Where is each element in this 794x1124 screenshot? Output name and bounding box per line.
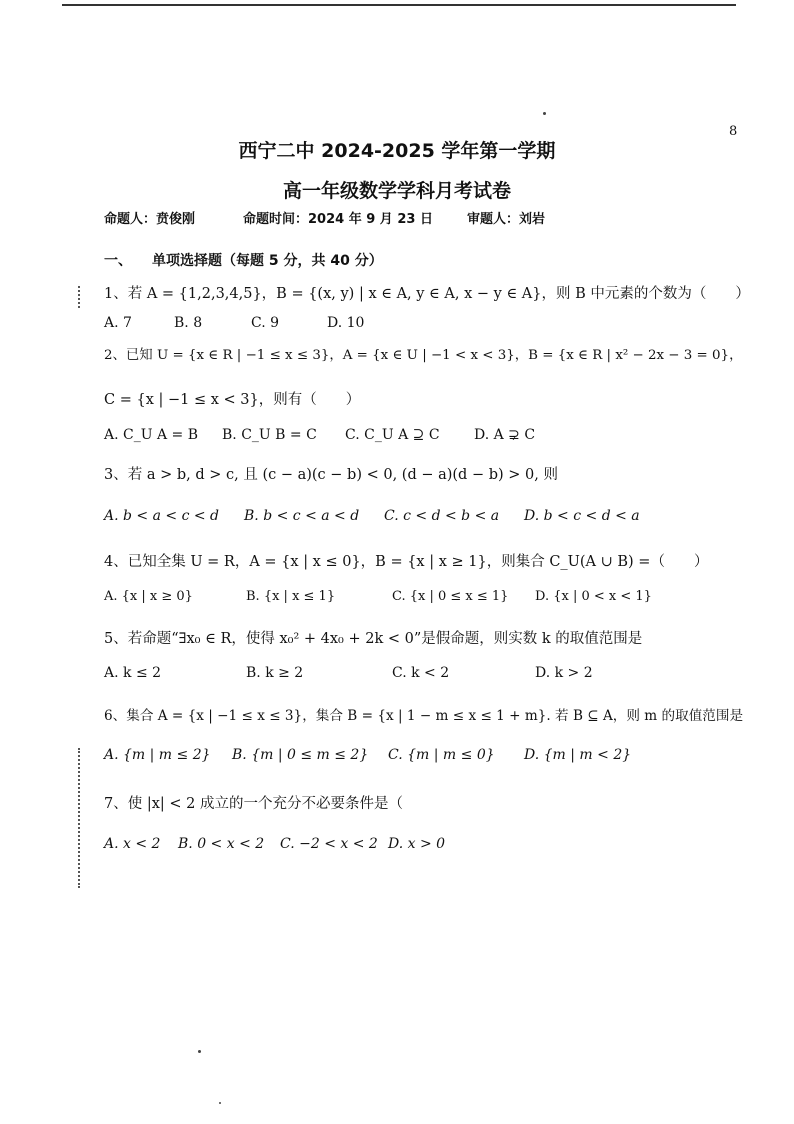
reviewer-line: 审题人：刘岩	[467, 212, 546, 227]
question-3-option-a: A. b < a < c < d	[104, 508, 220, 524]
question-2-option-d: D. A ⊋ C	[474, 427, 536, 443]
question-4-option-c: C. {x | 0 ≤ x ≤ 1}	[392, 589, 509, 604]
question-7-option-c: C. −2 < x < 2	[280, 836, 378, 852]
question-3-stem: 3、若 a > b, d > c, 且 (c − a)(c − b) < 0, (d − a)(d − b) > 0, 则	[104, 467, 558, 483]
section-title: 单项选择题（每题 5 分，共 40 分）	[152, 253, 383, 269]
scan-speck	[219, 1102, 221, 1104]
exam-title: 高一年级数学学科月考试卷	[282, 180, 511, 202]
question-3-option-b: B. b < c < a < d	[244, 508, 360, 524]
binding-edge-dots	[78, 748, 82, 888]
question-4-option-d: D. {x | 0 < x < 1}	[535, 589, 652, 604]
section-heading	[104, 250, 383, 270]
question-3-option-c: C. c < d < b < a	[384, 508, 500, 524]
question-4-stem: 4、已知全集 U = R，A = {x | x ≤ 0}，B = {x | x ≥ 1}，则集合 C_U(A ∪ B) =（ ）	[104, 554, 709, 570]
corner-mark: 8	[729, 124, 738, 139]
section-number: 一、	[104, 253, 132, 269]
binding-edge-dots	[78, 286, 82, 308]
question-3-option-d: D. b < c < d < a	[524, 508, 640, 524]
question-6-option-b: B. {m | 0 ≤ m ≤ 2}	[232, 747, 369, 763]
school-title: 西宁二中 2024-2025 学年第一学期	[238, 140, 556, 162]
question-7-stem: 7、使 |x| < 2 成立的一个充分不必要条件是（	[104, 796, 403, 812]
scan-speck	[198, 1050, 201, 1053]
question-7-option-b: B. 0 < x < 2	[178, 836, 265, 852]
question-1-stem: 1、若 A = {1,2,3,4,5}，B = {(x, y) | x ∈ A, y ∈ A, x − y ∈ A}，则 B 中元素的个数为（ ）	[104, 286, 750, 302]
question-1-option-d: D. 10	[327, 315, 365, 331]
question-6-option-a: A. {m | m ≤ 2}	[104, 747, 211, 763]
author-line: 命题人：贲俊刚	[104, 212, 196, 227]
question-5-option-b: B. k ≥ 2	[246, 665, 304, 681]
question-2-option-a: A. C_U A = B	[104, 427, 199, 443]
question-5-stem: 5、若命题“∃x₀ ∈ R，使得 x₀² + 4x₀ + 2k < 0”是假命题，则实数 k 的取值范围是	[104, 631, 643, 647]
question-7-option-d: D. x > 0	[388, 836, 446, 852]
question-1-option-b: B. 8	[174, 315, 203, 331]
question-1-option-c: C. 9	[251, 315, 280, 331]
question-6-option-c: C. {m | m ≤ 0}	[388, 747, 495, 763]
scan-speck	[543, 112, 546, 115]
top-border-line	[62, 4, 736, 6]
question-5-option-a: A. k ≤ 2	[104, 665, 162, 681]
question-5-option-c: C. k < 2	[392, 665, 450, 681]
question-6-option-d: D. {m | m < 2}	[524, 747, 632, 763]
question-4-option-b: B. {x | x ≤ 1}	[246, 589, 336, 604]
question-2-stem: 2、已知 U = {x ∈ R | −1 ≤ x ≤ 3}，A = {x ∈ U | −1 < x < 3}，B = {x ∈ R | x² − 2x − 3 = 0}，	[104, 348, 743, 363]
question-4-option-a: A. {x | x ≥ 0}	[104, 589, 193, 604]
date-line: 命题时间：2024 年 9 月 23 日	[243, 212, 433, 227]
question-2-option-b: B. C_U B = C	[222, 427, 317, 443]
question-1-option-a: A. 7	[104, 315, 132, 331]
question-7-option-a: A. x < 2	[104, 836, 161, 852]
question-2-stem-continued: C = {x | −1 ≤ x < 3}，则有（ ）	[104, 392, 361, 408]
question-5-option-d: D. k > 2	[535, 665, 593, 681]
question-2-option-c: C. C_U A ⊇ C	[345, 427, 440, 443]
question-6-stem: 6、集合 A = {x | −1 ≤ x ≤ 3}，集合 B = {x | 1 − m ≤ x ≤ 1 + m}. 若 B ⊆ A，则 m 的取值范围是	[104, 708, 744, 724]
